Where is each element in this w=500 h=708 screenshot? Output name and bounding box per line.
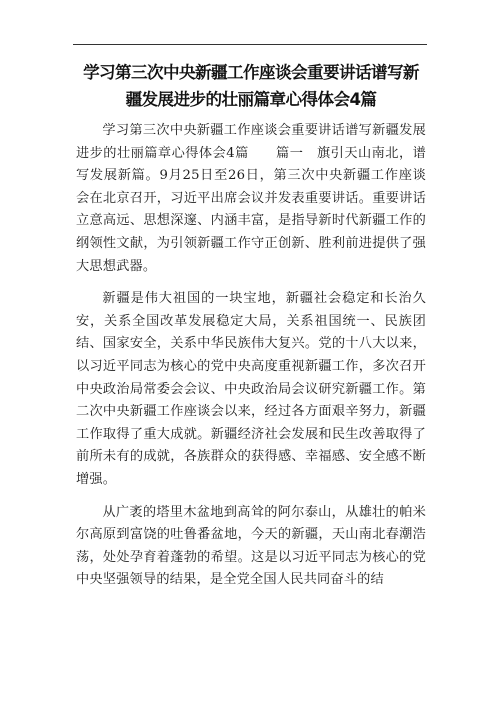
header-rule [73, 44, 427, 45]
body-paragraph: 从广袤的塔里木盆地到高耸的阿尔泰山，从雄壮的帕米尔高原到富饶的吐鲁番盆地，今天的新疆，天山南北春潮浩荡，处处孕育着蓬勃的希望。这是以习近平同志为核心的党中央坚强领导的结果，是全党全国人民共同奋斗的结 [76, 504, 426, 588]
body-paragraph: 新疆是伟大祖国的一块宝地，新疆社会稳定和长治久安，关系全国改革发展稳定大局，关系祖国统一、民族团结、国家安全，关系中华民族伟大复兴。党的十八大以来，以习近平同志为核心的党中央高度重视新疆工作，多次召开中央政治局常委会会议、中央政治局会议研究新疆工作。第二次中央新疆工作座谈会以来，经过各方面艰辛努力，新疆工作取得了重大成就。新疆经济社会发展和民生改善取得了前所未有的成就，各族群众的获得感、幸福感、安全感不断增强。 [76, 291, 426, 487]
document-title: 学习第三次中央新疆工作座谈会重要讲话谱写新疆发展进步的壮丽篇章心得体会4篇 [83, 63, 419, 109]
document-body [76, 120, 426, 602]
body-paragraph: 学习第三次中央新疆工作座谈会重要讲话谱写新疆发展进步的壮丽篇章心得体会4篇 篇一 旗引天山南北，谱写发展新篇。9月25日至26日，第三次中央新疆工作座谈会在北京召开，习近平出席会议并发表重要讲话。重要讲话立意高远、思想深邃、内涵丰富，是指导新时代新疆工作的纲领性文献，为引领新疆工作守正创新、胜利前进提供了强大思想武器。 [76, 123, 426, 274]
